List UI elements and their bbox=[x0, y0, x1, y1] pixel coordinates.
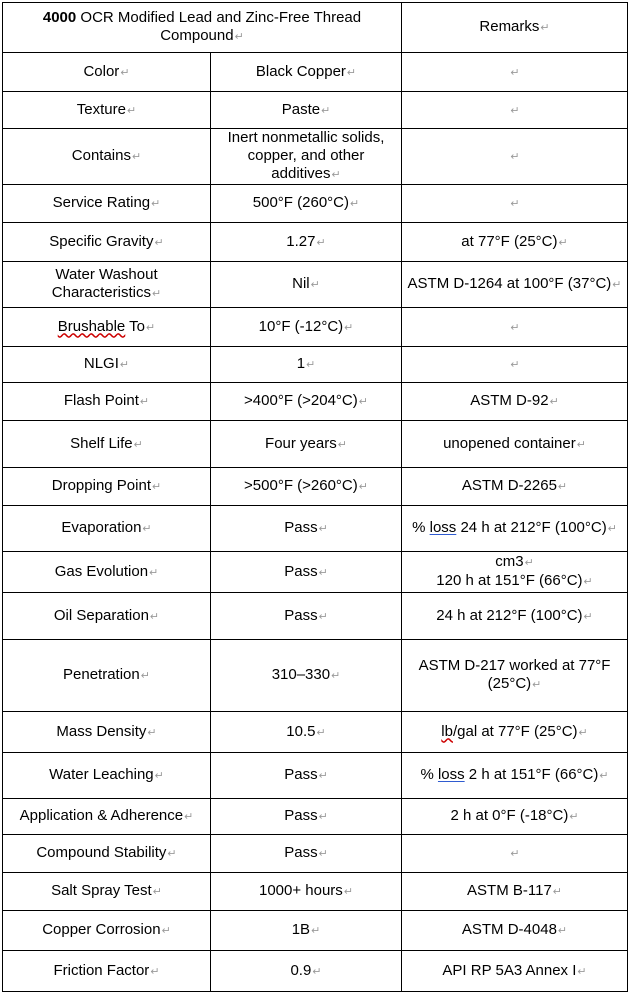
property-cell: Water Leaching↵ bbox=[3, 753, 211, 799]
remarks-cell: ASTM D-1264 at 100°F (37°C)↵ bbox=[402, 262, 628, 308]
remarks-cell: ↵ bbox=[402, 185, 628, 223]
table-row bbox=[3, 185, 628, 223]
property-cell: Flash Point↵ bbox=[3, 383, 211, 421]
table-row bbox=[3, 593, 628, 640]
header-row bbox=[3, 3, 628, 53]
value-cell: 0.9↵ bbox=[211, 951, 402, 992]
table-row bbox=[3, 506, 628, 552]
remarks-cell: ASTM D-217 worked at 77°F (25°C)↵ bbox=[402, 640, 628, 712]
value-cell: Black Copper↵ bbox=[211, 53, 402, 92]
value-cell: Pass↵ bbox=[211, 753, 402, 799]
remarks-cell: % loss 24 h at 212°F (100°C)↵ bbox=[402, 506, 628, 552]
property-cell: Oil Separation↵ bbox=[3, 593, 211, 640]
remarks-cell: ↵ bbox=[402, 308, 628, 347]
value-cell: 1.27↵ bbox=[211, 223, 402, 262]
property-cell: Water Washout Characteristics↵ bbox=[3, 262, 211, 308]
table-row bbox=[3, 873, 628, 911]
property-cell: Brushable To↵ bbox=[3, 308, 211, 347]
property-cell: Dropping Point↵ bbox=[3, 468, 211, 506]
property-cell: Shelf Life↵ bbox=[3, 421, 211, 468]
remarks-cell: at 77°F (25°C)↵ bbox=[402, 223, 628, 262]
value-cell: Pass↵ bbox=[211, 506, 402, 552]
value-cell: 10.5↵ bbox=[211, 712, 402, 753]
remarks-cell: ↵ bbox=[402, 92, 628, 129]
remarks-cell: unopened container↵ bbox=[402, 421, 628, 468]
table-row bbox=[3, 129, 628, 185]
property-cell: Contains↵ bbox=[3, 129, 211, 185]
value-cell: Four years↵ bbox=[211, 421, 402, 468]
table-row bbox=[3, 92, 628, 129]
table-row bbox=[3, 347, 628, 383]
remarks-cell: ↵ bbox=[402, 347, 628, 383]
value-cell: >500°F (>260°C)↵ bbox=[211, 468, 402, 506]
value-cell: Inert nonmetallic solids, copper, and other additives↵ bbox=[211, 129, 402, 185]
remarks-cell: ↵ bbox=[402, 835, 628, 873]
property-cell: Compound Stability↵ bbox=[3, 835, 211, 873]
property-cell: Gas Evolution↵ bbox=[3, 552, 211, 593]
property-cell: Copper Corrosion↵ bbox=[3, 911, 211, 951]
remarks-header: Remarks↵ bbox=[402, 3, 628, 53]
table-row bbox=[3, 951, 628, 992]
table-row bbox=[3, 421, 628, 468]
remarks-cell: API RP 5A3 Annex I↵ bbox=[402, 951, 628, 992]
property-cell: Texture↵ bbox=[3, 92, 211, 129]
remarks-cell: 2 h at 0°F (-18°C)↵ bbox=[402, 799, 628, 835]
table-row bbox=[3, 640, 628, 712]
property-cell: Salt Spray Test↵ bbox=[3, 873, 211, 911]
remarks-cell: 24 h at 212°F (100°C)↵ bbox=[402, 593, 628, 640]
table-row bbox=[3, 712, 628, 753]
property-cell: Friction Factor↵ bbox=[3, 951, 211, 992]
value-cell: >400°F (>204°C)↵ bbox=[211, 383, 402, 421]
value-cell: 1B↵ bbox=[211, 911, 402, 951]
table-row bbox=[3, 799, 628, 835]
property-cell: NLGI↵ bbox=[3, 347, 211, 383]
remarks-cell: ASTM D-2265↵ bbox=[402, 468, 628, 506]
table-row bbox=[3, 53, 628, 92]
property-cell: Mass Density↵ bbox=[3, 712, 211, 753]
table-row bbox=[3, 552, 628, 593]
table-row bbox=[3, 835, 628, 873]
property-cell: Application & Adherence↵ bbox=[3, 799, 211, 835]
value-cell: Nil↵ bbox=[211, 262, 402, 308]
value-cell: Pass↵ bbox=[211, 799, 402, 835]
table-row bbox=[3, 308, 628, 347]
table-row bbox=[3, 383, 628, 421]
table-row bbox=[3, 911, 628, 951]
table-row bbox=[3, 468, 628, 506]
remarks-cell: ↵ bbox=[402, 129, 628, 185]
value-cell: 310–330↵ bbox=[211, 640, 402, 712]
value-cell: Pass↵ bbox=[211, 552, 402, 593]
property-cell: Color↵ bbox=[3, 53, 211, 92]
property-cell: Penetration↵ bbox=[3, 640, 211, 712]
value-cell: 1000+ hours↵ bbox=[211, 873, 402, 911]
remarks-cell: ASTM D-4048↵ bbox=[402, 911, 628, 951]
value-cell: 500°F (260°C)↵ bbox=[211, 185, 402, 223]
table-row bbox=[3, 223, 628, 262]
remarks-cell: ↵ bbox=[402, 53, 628, 92]
table-row bbox=[3, 262, 628, 308]
property-cell: Specific Gravity↵ bbox=[3, 223, 211, 262]
value-cell: Pass↵ bbox=[211, 593, 402, 640]
remarks-cell: cm3↵ 120 h at 151°F (66°C)↵ bbox=[402, 552, 628, 593]
property-cell: Evaporation↵ bbox=[3, 506, 211, 552]
remarks-cell: ASTM B-117↵ bbox=[402, 873, 628, 911]
remarks-cell: ASTM D-92↵ bbox=[402, 383, 628, 421]
property-cell: Service Rating↵ bbox=[3, 185, 211, 223]
remarks-cell: lb/gal at 77°F (25°C)↵ bbox=[402, 712, 628, 753]
value-cell: Pass↵ bbox=[211, 835, 402, 873]
value-cell: 10°F (-12°C)↵ bbox=[211, 308, 402, 347]
remarks-cell: % loss 2 h at 151°F (66°C)↵ bbox=[402, 753, 628, 799]
value-cell: 1↵ bbox=[211, 347, 402, 383]
spec-table bbox=[2, 2, 628, 992]
value-cell: Paste↵ bbox=[211, 92, 402, 129]
table-row bbox=[3, 753, 628, 799]
table-title: 4000 OCR Modified Lead and Zinc-Free Thread Compound↵ bbox=[3, 3, 402, 53]
